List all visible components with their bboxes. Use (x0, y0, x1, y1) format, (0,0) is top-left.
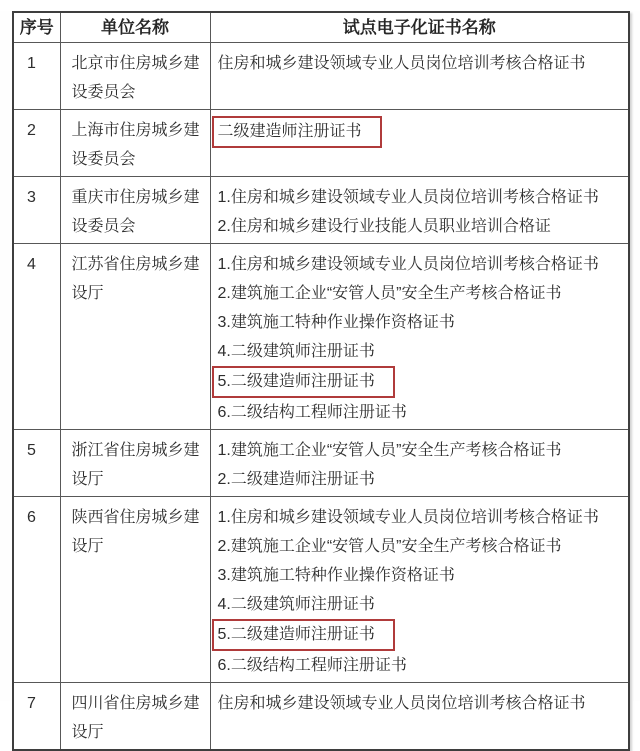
document-sheet (0, 11, 640, 741)
header-no: 序号 (13, 12, 60, 43)
cert-list (210, 177, 629, 244)
table-header-row (13, 12, 629, 43)
cert-item: 2.住房和城乡建设行业技能人员职业培训合格证 (217, 218, 551, 235)
cert-item: 住房和城乡建设领域专业人员岗位培训考核合格证书 (217, 695, 586, 712)
cert-item: 住房和城乡建设领域专业人员岗位培训考核合格证书 (217, 55, 586, 72)
cert-item (218, 619, 625, 651)
cert-item: 3.建筑施工特种作业操作资格证书 (217, 314, 455, 331)
unit-name: 陕西省住房城乡建设厅 (60, 497, 210, 683)
cert-item: 2.二级建造师注册证书 (217, 471, 375, 488)
cert-item: 2.建筑施工企业“安管人员”安全生产考核合格证书 (217, 285, 562, 302)
table-row (13, 43, 629, 110)
unit-name: 浙江省住房城乡建设厅 (60, 430, 210, 497)
unit-name: 江苏省住房城乡建设厅 (60, 244, 210, 430)
unit-name: 北京市住房城乡建设委员会 (60, 43, 210, 110)
cert-item: 1.住房和城乡建设领域专业人员岗位培训考核合格证书 (217, 509, 599, 526)
row-no: 5 (13, 430, 60, 497)
cert-item: 1.建筑施工企业“安管人员”安全生产考核合格证书 (217, 442, 562, 459)
highlight-box: 5.二级建造师注册证书 (212, 619, 395, 651)
table-row (13, 683, 629, 751)
unit-name: 重庆市住房城乡建设委员会 (60, 177, 210, 244)
cert-list (210, 430, 629, 497)
cert-item: 3.建筑施工特种作业操作资格证书 (217, 567, 455, 584)
header-certs: 试点电子化证书名称 (210, 12, 629, 43)
row-no: 6 (13, 497, 60, 683)
cert-item: 4.二级建筑师注册证书 (217, 596, 375, 613)
cert-item (218, 116, 625, 148)
cert-list (210, 110, 629, 177)
highlight-box: 二级建造师注册证书 (212, 116, 382, 148)
cert-list (210, 683, 629, 751)
table-row (13, 430, 629, 497)
row-no: 7 (13, 683, 60, 751)
table-row (13, 110, 629, 177)
row-no: 2 (13, 110, 60, 177)
row-no: 4 (13, 244, 60, 430)
cert-item: 6.二级结构工程师注册证书 (217, 404, 407, 421)
cert-item: 1.住房和城乡建设领域专业人员岗位培训考核合格证书 (217, 256, 599, 273)
header-unit: 单位名称 (60, 12, 210, 43)
certificate-table (12, 11, 630, 751)
cert-list (210, 244, 629, 430)
row-no: 1 (13, 43, 60, 110)
table-row (13, 177, 629, 244)
unit-name: 上海市住房城乡建设委员会 (60, 110, 210, 177)
table-row (13, 497, 629, 683)
cert-item: 2.建筑施工企业“安管人员”安全生产考核合格证书 (217, 538, 562, 555)
row-no: 3 (13, 177, 60, 244)
cert-list (210, 43, 629, 110)
highlight-box: 5.二级建造师注册证书 (212, 366, 395, 398)
cert-item: 6.二级结构工程师注册证书 (217, 657, 407, 674)
cert-list (210, 497, 629, 683)
cert-item (218, 366, 625, 398)
table-row (13, 244, 629, 430)
unit-name: 四川省住房城乡建设厅 (60, 683, 210, 751)
cert-item: 4.二级建筑师注册证书 (217, 343, 375, 360)
cert-item: 1.住房和城乡建设领域专业人员岗位培训考核合格证书 (217, 189, 599, 206)
